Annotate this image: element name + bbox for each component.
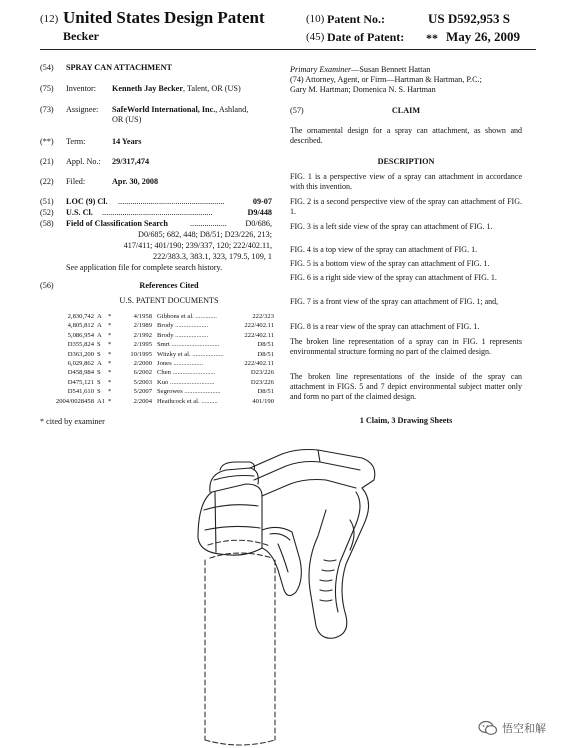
reference-star: *	[108, 331, 112, 339]
reference-cls: 222/323	[252, 313, 274, 320]
reference-cls: 222/402.11	[244, 331, 274, 339]
reference-num: D355,824	[67, 341, 94, 349]
reference-name	[157, 369, 219, 377]
reference-dots: .............	[195, 313, 217, 320]
reference-star: *	[108, 313, 112, 320]
reference-cls: D8/51	[257, 341, 274, 349]
reference-num: 5,086,954	[67, 331, 94, 339]
reference-row	[40, 313, 274, 322]
field-line-2: D0/685; 682, 448; D8/51; D23/226, 213;	[138, 230, 272, 239]
claims-sheets-count: 1 Claim, 3 Drawing Sheets	[359, 416, 453, 425]
claim-title: CLAIM	[391, 106, 421, 115]
reference-num: D541,610	[67, 388, 94, 396]
reference-date: 2/2004	[133, 397, 152, 405]
description-paragraph: The broken line representation of a spray can in FIG. 1 represents environmental structure forming no part of the claimed design.	[290, 337, 522, 356]
patent-no-code: (10)	[306, 13, 325, 25]
appl-code: (21)	[40, 157, 54, 166]
loc-code: (51)	[40, 197, 54, 206]
reference-num: 6,029,862	[67, 360, 94, 367]
reference-name: Brody	[157, 322, 174, 330]
references-title: References Cited	[139, 281, 199, 290]
references-subtitle: U.S. PATENT DOCUMENTS	[119, 296, 219, 305]
reference-cls: 401/190	[252, 397, 274, 405]
reference-name	[157, 360, 219, 368]
reference-star: *	[108, 369, 112, 377]
header-rule	[40, 49, 536, 50]
assignee-code: (73)	[40, 105, 54, 114]
reference-kind: A1	[97, 397, 106, 405]
reference-name	[157, 388, 219, 396]
description-paragraph: FIG. 7 is a front view of the spray can attachment of FIG. 1; and,	[290, 297, 499, 306]
date-stars: **	[426, 31, 438, 45]
reference-name	[157, 398, 219, 406]
reference-cls: D8/51	[257, 388, 274, 396]
reference-star: *	[108, 341, 112, 349]
reference-name	[157, 341, 219, 349]
appl-label: Appl. No.:	[66, 157, 101, 166]
attorney-line-1: (74) Attorney, Agent, or Firm—Hartman & Hartman, P.C.;	[290, 75, 482, 84]
description-title: DESCRIPTION	[377, 157, 435, 166]
reference-row	[40, 360, 274, 369]
description-paragraph: FIG. 4 is a top view of the spray can attachment of FIG. 1.	[290, 245, 478, 254]
claim-text: The ornamental design for a spray can attachment, as shown and described.	[290, 126, 522, 145]
reference-name: Gibbons et al.	[157, 313, 194, 320]
assignee-label: Assignee:	[66, 105, 99, 114]
reference-num: 2004/0028458	[55, 397, 94, 405]
reference-star: *	[108, 360, 112, 367]
reference-kind: S	[97, 369, 101, 377]
reference-cls: D23/226	[250, 369, 274, 377]
reference-date: 6/2002	[133, 369, 152, 377]
term-value: 14 Years	[112, 137, 142, 146]
reference-kind: A	[97, 360, 102, 367]
reference-row	[40, 332, 274, 341]
reference-kind: S	[97, 341, 101, 349]
loc-line: LOC (9) Cl. .................................................... 09-07	[66, 197, 272, 206]
title-code: (54)	[40, 63, 54, 72]
reference-name	[157, 350, 224, 359]
reference-date: 2/1989	[133, 322, 152, 330]
assignee-value-line2: OR (US)	[112, 115, 142, 124]
reference-kind: S	[97, 378, 101, 386]
reference-dots: ....................	[175, 322, 209, 330]
references-code: (56)	[40, 281, 54, 290]
reference-dots: ....................	[175, 331, 209, 339]
reference-dots: ..........	[201, 397, 218, 405]
reference-name: Brody	[157, 331, 174, 339]
attorney-line-2: Gary M. Hartman; Domenica N. S. Hartman	[290, 85, 436, 94]
reference-row	[40, 351, 274, 360]
description-paragraph: FIG. 2 is a second perspective view of the spray can attachment of FIG. 1.	[290, 197, 522, 216]
term-label: Term:	[66, 137, 86, 146]
reference-date: 2/1992	[133, 331, 152, 339]
reference-row	[40, 369, 274, 378]
filed-code: (22)	[40, 177, 54, 186]
date-code: (45)	[306, 31, 325, 43]
reference-name	[157, 332, 219, 340]
reference-cls: D8/51	[257, 350, 274, 358]
doc-kind-code: (12)	[40, 13, 59, 25]
reference-date: 5/2007	[133, 388, 152, 396]
filed-label: Filed:	[66, 177, 86, 186]
reference-date: 4/1958	[133, 313, 152, 320]
reference-kind: A	[97, 313, 102, 320]
reference-star: *	[108, 378, 112, 386]
reference-kind: A	[97, 331, 102, 339]
field-line: Field of Classification Search .................. D0/686,	[66, 219, 272, 228]
inventor-code: (75)	[40, 84, 54, 93]
reference-star: *	[108, 397, 112, 405]
reference-name: Jones	[157, 360, 172, 367]
reference-cls: 222/402.11	[244, 322, 274, 330]
reference-dots: ..................	[173, 360, 203, 367]
reference-kind: S	[97, 350, 101, 358]
reference-row	[40, 341, 274, 350]
reference-date: 5/2003	[133, 378, 152, 386]
reference-row	[40, 379, 274, 388]
reference-cls: D23/226	[250, 378, 274, 386]
reference-kind: A	[97, 322, 102, 330]
reference-star: *	[108, 350, 112, 358]
patent-no-label: Patent No.:	[327, 12, 385, 26]
spray-can-attachment-drawing	[150, 440, 450, 748]
description-paragraph: FIG. 6 is a right side view of the spray can attachment of FIG. 1.	[290, 273, 497, 282]
reference-kind: S	[97, 388, 101, 396]
assignee-value: SafeWorld International, Inc., Ashland,	[112, 105, 249, 114]
description-paragraph: FIG. 1 is a perspective view of a spray can attachment in accordance with this invention.	[290, 172, 522, 191]
field-line-3: 417/411; 401/190; 239/337, 120; 222/402.11,	[123, 241, 272, 250]
reference-date: 2/2000	[133, 360, 152, 367]
design-title: SPRAY CAN ATTACHMENT	[66, 63, 172, 72]
reference-num: 4,805,812	[67, 322, 94, 330]
reference-cls: 222/402.11	[244, 360, 274, 367]
reference-date: 10/1995	[130, 350, 152, 358]
inventor-label: Inventor:	[66, 84, 97, 93]
reference-dots: ...........................	[170, 378, 215, 386]
patent-date: May 26, 2009	[446, 29, 521, 44]
reference-dots: ...................	[192, 350, 224, 358]
patent-number: US D592,953 S	[428, 11, 510, 26]
description-paragraph: FIG. 5 is a bottom view of the spray can attachment of FIG. 1.	[290, 259, 490, 268]
us-code: (52)	[40, 208, 54, 217]
wechat-icon	[478, 720, 498, 736]
search-history-note: See application file for complete search history.	[66, 263, 223, 272]
reference-row	[40, 398, 274, 407]
watermark-text: 悟空和解	[502, 722, 546, 735]
field-code: (58)	[40, 219, 54, 228]
claim-code: (57)	[290, 106, 304, 115]
reference-name: Chen	[157, 369, 171, 377]
reference-name: Segrowes	[157, 388, 183, 396]
reference-star: *	[108, 388, 112, 396]
reference-row	[40, 388, 274, 397]
reference-star: *	[108, 322, 112, 330]
reference-name	[157, 322, 219, 330]
reference-row	[40, 322, 274, 331]
patent-title: United States Design Patent	[63, 8, 265, 27]
reference-num: D458,984	[67, 369, 94, 377]
appl-value: 29/317,474	[112, 157, 150, 166]
reference-num: 2,830,742	[67, 313, 94, 320]
field-line-4: 222/383.3, 383.1, 323, 179.5, 109, 1	[153, 252, 272, 261]
reference-name: Smrt	[157, 341, 170, 349]
reference-name	[157, 313, 219, 321]
reference-name	[157, 379, 219, 387]
reference-date: 2/1995	[133, 341, 152, 349]
reference-name: Heathcock et al.	[157, 397, 200, 405]
reference-num: D475,121	[67, 378, 94, 386]
reference-name: Kuo	[157, 378, 169, 386]
references-table	[40, 313, 274, 409]
reference-dots: ..........................	[172, 369, 216, 377]
inventor-surname: Becker	[63, 29, 99, 43]
date-label: Date of Patent:	[327, 30, 405, 44]
watermark	[478, 720, 546, 736]
term-code: (**)	[40, 137, 54, 146]
inventor-value: Kenneth Jay Becker, Talent, OR (US)	[112, 84, 241, 93]
reference-num: D363,200	[67, 350, 94, 358]
us-line: U.S. Cl. ...................................................... D9/448	[66, 208, 272, 217]
filed-value: Apr. 30, 2008	[112, 177, 159, 186]
reference-name: Witzky et al.	[157, 350, 191, 358]
cited-by-examiner-note: * cited by examiner	[40, 417, 105, 426]
examiner-line: Primary Examiner—Susan Bennett Hattan	[290, 65, 431, 74]
description-paragraph: FIG. 3 is a left side view of the spray can attachment of FIG. 1.	[290, 222, 493, 231]
description-paragraph: FIG. 8 is a rear view of the spray can attachment of FIG. 1.	[290, 322, 480, 331]
description-paragraph: The broken line representations of the inside of the spray can attachment in FIGS. 5 and 7 depict environmental subject matter only and form no part of the claimed design.	[290, 372, 522, 401]
reference-dots: ......................	[184, 388, 221, 396]
reference-dots: .............................	[171, 341, 220, 349]
